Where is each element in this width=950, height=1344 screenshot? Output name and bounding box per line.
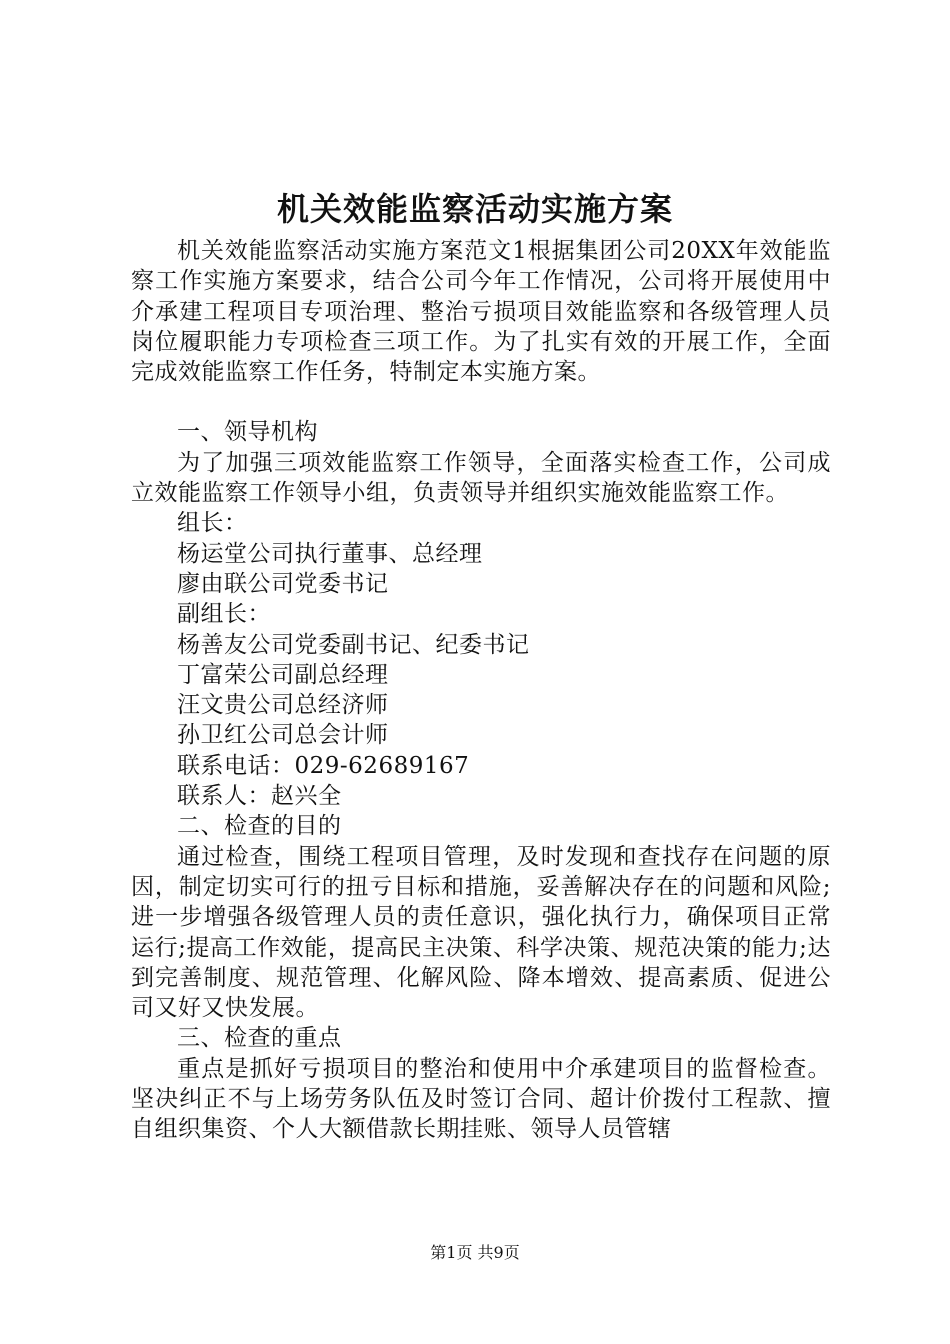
section-3-heading: 三、检查的重点 [177, 1025, 342, 1052]
intro-paragraph: 机关效能监察活动实施方案范文1根据集团公司20XX年效能监察工作实施方案要求，结合公司今年工作情况，公司将开展使用中介承建工程项目专项治理、整治亏损项目效能监察和各级管理人员岗位履职能力专项检查三项工作。为了扎实有效的开展工作，全面完成效能监察工作任务，特制定本实施方案。 [131, 238, 831, 386]
deputy-entry: 汪文贵公司总经济师 [177, 692, 389, 719]
deputy-entry: 杨善友公司党委副书记、纪委书记 [177, 631, 530, 658]
section-1-paragraph: 为了加强三项效能监察工作领导，全面落实检查工作，公司成立效能监察工作领导小组，负责领导并组织实施效能监察工作。 [131, 449, 831, 507]
document-body [131, 236, 831, 1145]
contact-person: 联系人：赵兴全 [177, 783, 342, 810]
section-1-heading: 一、领导机构 [177, 419, 318, 446]
contact-phone: 联系电话：029-62689167 [177, 752, 470, 779]
leader-label: 组长： [177, 510, 248, 537]
deputy-entry: 孙卫红公司总会计师 [177, 722, 389, 749]
section-2-heading: 二、检查的目的 [177, 813, 342, 840]
document-title: 机关效能监察活动实施方案 [276, 190, 673, 228]
section-3-paragraph: 重点是抓好亏损项目的整治和使用中介承建项目的监督检查。坚决纠正不与上场劳务队伍及时签订合同、超计价拨付工程款、擅自组织集资、个人大额借款长期挂账、领导人员管辖 [131, 1055, 831, 1143]
section-2-paragraph: 通过检查，围绕工程项目管理，及时发现和查找存在问题的原因，制定切实可行的扭亏目标和措施，妥善解决存在的问题和风险;进一步增强各级管理人员的责任意识，强化执行力，确保项目正常运行;提高工作效能，提高民主决策、科学决策、规范决策的能力;达到完善制度、规范管理、化解风险、降本增效、提高素质、促进公司又好又快发展。 [131, 843, 831, 1022]
leader-entry: 杨运堂公司执行董事、总经理 [177, 540, 483, 567]
page-footer: 第1页 共9页 [430, 1243, 520, 1262]
deputy-label: 副组长： [177, 601, 271, 628]
leader-entry: 廖由联公司党委书记 [177, 570, 389, 597]
deputy-entry: 丁富荣公司副总经理 [177, 661, 389, 688]
